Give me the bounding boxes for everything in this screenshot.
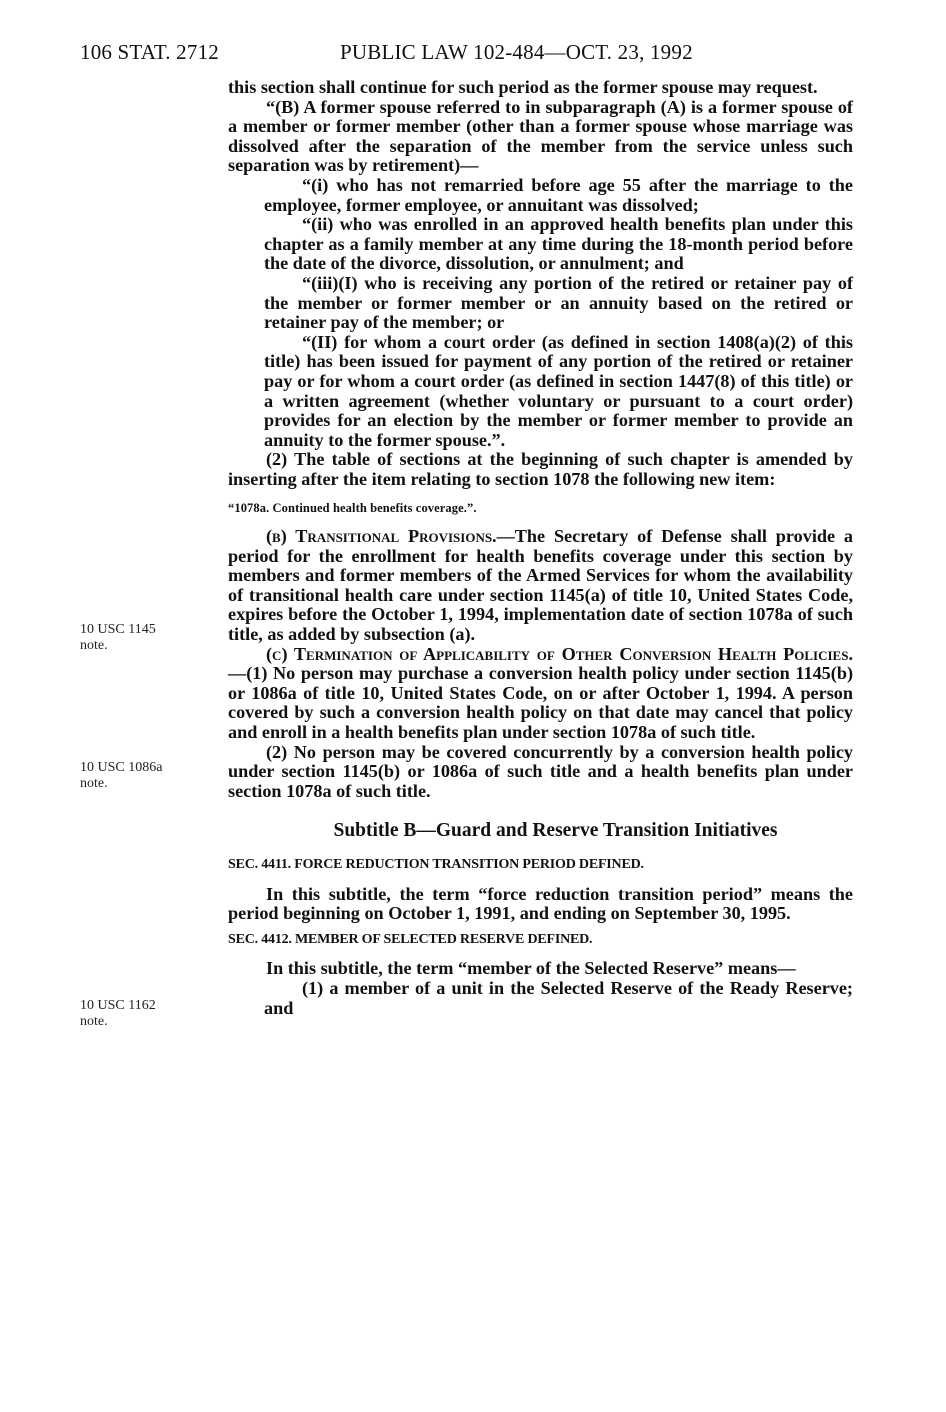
- margin-note-citation: 10 USC 1145: [80, 622, 156, 637]
- subsection-c-heading: (c) Termination of Applicability of Other Conversion Health Policies.: [266, 643, 853, 664]
- margin-note-1086a: [80, 760, 162, 792]
- section-4412-heading: SEC. 4412. MEMBER OF SELECTED RESERVE DEFINED.: [228, 931, 593, 947]
- margin-note-citation: 10 USC 1086a: [80, 760, 163, 775]
- margin-note-1145: [80, 622, 156, 654]
- section-4411-text: In this subtitle, the term “force reduction transition period” means the period beginning on October 1, 1991, and ending on September 30, 1995.: [228, 883, 853, 924]
- new-table-item: “1078a. Continued health benefits coverage.”.: [228, 501, 477, 516]
- subsection-b-text: —The Secretary of Defense shall provide a period for the enrollment for health benefits coverage under this section by members and former members of the Armed Services for whom the availability of transitional health care under section 1145(a) of title 10, United States Code, expires before the October 1, 1994, implementation date of section 1078a of such title, as added by subsection (a).: [228, 526, 853, 645]
- paragraph-continuation: this section shall continue for such period as the former spouse may request.: [228, 77, 818, 97]
- page-header: [80, 40, 860, 72]
- clause-ii: “(ii) who was enrolled in an approved health benefits plan under this chapter as a family member at any time during the 18-month period before the date of the divorce, dissolution, or annulment; and: [264, 214, 853, 274]
- subtitle-heading: Subtitle B—Guard and Reserve Transition Initiatives: [333, 820, 778, 842]
- subsection-b: [228, 527, 853, 645]
- margin-note-suffix: note.: [80, 776, 108, 791]
- clause-ii-subclause: “(II) for whom a court order (as defined in section 1408(a)(2) of this title) has been issued for payment of any portion of the retired or retainer pay or for whom a court order (as defined in section 1447(8) of this title) or a written agreement (whether voluntary or pursuant to a court order) provides for an election by the member or former member to provide an annuity to the former spouse.”.: [264, 331, 853, 450]
- clause-i: “(i) who has not remarried before age 55 after the marriage to the employee, former employee, or annuitant was dissolved;: [264, 174, 853, 215]
- margin-note-citation: 10 USC 1162: [80, 998, 156, 1013]
- subsection-c: [228, 645, 853, 743]
- subsection-c-paragraph-2: (2) No person may be covered concurrently by a conversion health policy under section 1145(b) or 1086a of such title and a health benefits plan under section 1078a of such title.: [228, 741, 853, 801]
- clause-iii-i: “(iii)(I) who is receiving any portion of the retired or retainer pay of the member or former member or an annuity based on the retired or retainer pay of the member; or: [264, 272, 853, 333]
- stat-page-number: 106 STAT. 2712: [80, 40, 219, 64]
- section-4412-item-1: (1) a member of a unit in the Selected Reserve of the Ready Reserve; and: [264, 977, 853, 1018]
- statute-text: [228, 78, 853, 1018]
- law-title: PUBLIC LAW 102-484—OCT. 23, 1992: [340, 40, 693, 64]
- margin-note-1162: [80, 998, 156, 1030]
- section-4412-text: In this subtitle, the term “member of the Selected Reserve” means—: [266, 958, 796, 979]
- margin-note-suffix: note.: [80, 638, 108, 653]
- subsection-c-text: —(1) No person may purchase a conversion health policy under section 1145(b) or 1086a of title 10, United States Code, on or after October 1, 1994. A person covered by such a conversion health policy on that date may cancel that policy and enroll in a health benefits plan under section 1078a of such title.: [228, 663, 853, 742]
- paragraph-2-table-amendment: (2) The table of sections at the beginning of such chapter is amended by inserting after the item relating to section 1078 the following new item:: [228, 449, 853, 489]
- subparagraph-b: “(B) A former spouse referred to in subparagraph (A) is a former spouse of a member or former member (other than a former spouse whose marriage was dissolved after the separation of the member from the service unless such separation was by retirement)—: [228, 96, 853, 176]
- section-4411-heading: SEC. 4411. FORCE REDUCTION TRANSITION PERIOD DEFINED.: [228, 856, 644, 872]
- margin-note-suffix: note.: [80, 1014, 108, 1029]
- subsection-b-heading: (b) Transitional Provisions.: [266, 526, 497, 547]
